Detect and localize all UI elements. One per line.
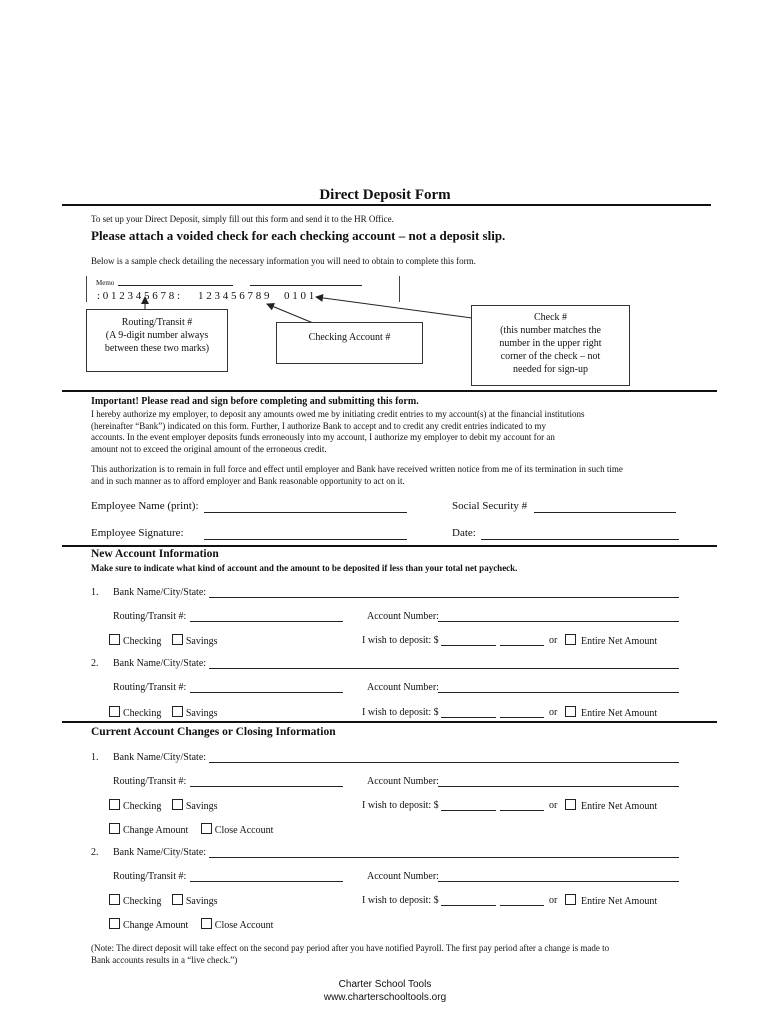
sample-note: Below is a sample check detailing the necessary information you will need to obtain to complete this form. <box>91 256 476 266</box>
change-1-bank-field[interactable] <box>209 762 679 763</box>
ssn-label: Social Security # <box>452 500 528 512</box>
change-2-type: Checking Savings <box>109 894 218 907</box>
footer <box>0 978 770 1004</box>
change-2-entire-checkbox[interactable] <box>565 894 576 905</box>
employee-name-field[interactable] <box>204 512 407 513</box>
change-2-actions: Change Amount Close Account <box>109 918 273 931</box>
new-account-1-amount-field-2[interactable] <box>500 645 544 646</box>
new-account-1-number: 1. <box>91 587 99 598</box>
micr-account: 1 2 3 4 5 6 7 8 9 <box>198 290 270 302</box>
new-account-1-account-field[interactable] <box>438 621 679 622</box>
intro-text: To set up your Direct Deposit, simply fill out this form and send it to the HR Office. <box>91 214 394 224</box>
check-number-callout: Check # (this number matches the number in the upper right corner of the check – not needed for sign-up <box>471 305 630 386</box>
new-account-2-routing-label: Routing/Transit #: <box>113 682 187 693</box>
new-account-1-or: or <box>549 635 558 646</box>
change-1-savings-checkbox[interactable] <box>172 799 183 810</box>
page-title: Direct Deposit Form <box>319 187 451 203</box>
employee-signature-label: Employee Signature: <box>91 527 184 539</box>
new-account-1-routing-field[interactable] <box>190 621 343 622</box>
change-1-routing-label: Routing/Transit #: <box>113 776 187 787</box>
change-1-checking-checkbox[interactable] <box>109 799 120 810</box>
change-1-amount-field-2[interactable] <box>500 810 544 811</box>
date-field[interactable] <box>481 539 679 540</box>
new-account-1-account-label: Account Number: <box>367 611 439 622</box>
new-account-2-bank-field[interactable] <box>209 668 679 669</box>
change-1-type: Checking Savings <box>109 799 218 812</box>
change-1-account-field[interactable] <box>438 786 679 787</box>
change-2-or: or <box>549 895 558 906</box>
new-account-2-wish-label: I wish to deposit: $ <box>362 707 439 718</box>
new-account-1-entire: Entire Net Amount <box>565 634 657 647</box>
new-account-2-account-label: Account Number: <box>367 682 439 693</box>
auth-paragraph-2: This authorization is to remain in full force and effect until employer and Bank have received written notice from me of its termination in such time and in such manner as to afford employer and Bank reasonable opportunity to act on it. <box>91 464 623 486</box>
new-account-1-amount-field[interactable] <box>441 645 496 646</box>
auth-rule <box>62 390 717 392</box>
change-1-or: or <box>549 800 558 811</box>
new-account-1-entire-checkbox[interactable] <box>565 634 576 645</box>
employee-signature-field[interactable] <box>204 539 407 540</box>
routing-callout: Routing/Transit # (A 9-digit number always between these two marks) <box>86 309 228 372</box>
change-2-routing-field[interactable] <box>190 881 343 882</box>
change-2-bank-label: Bank Name/City/State: <box>113 847 207 858</box>
new-account-2-entire: Entire Net Amount <box>565 706 657 719</box>
date-label: Date: <box>452 527 476 539</box>
change-1-amount-field[interactable] <box>441 810 496 811</box>
new-account-2-or: or <box>549 707 558 718</box>
new-account-1-savings-checkbox[interactable] <box>172 634 183 645</box>
change-2-wish-label: I wish to deposit: $ <box>362 895 439 906</box>
new-account-2-amount-field-2[interactable] <box>500 717 544 718</box>
change-1-wish-label: I wish to deposit: $ <box>362 800 439 811</box>
change-2-number: 2. <box>91 847 99 858</box>
new-account-1-routing-label: Routing/Transit #: <box>113 611 187 622</box>
footer-url[interactable]: www.charterschooltools.org <box>323 992 447 1003</box>
new-account-2-savings-checkbox[interactable] <box>172 706 183 717</box>
change-2-checking-checkbox[interactable] <box>109 894 120 905</box>
new-account-rule <box>62 545 717 547</box>
changes-rule <box>62 721 717 723</box>
new-account-2-checking-checkbox[interactable] <box>109 706 120 717</box>
change-2-routing-label: Routing/Transit #: <box>113 871 187 882</box>
new-account-2-account-field[interactable] <box>438 692 679 693</box>
new-account-1-type: Checking Savings <box>109 634 218 647</box>
change-2-amount-field[interactable] <box>441 905 496 906</box>
new-account-2-routing-field[interactable] <box>190 692 343 693</box>
new-account-1-checking-checkbox[interactable] <box>109 634 120 645</box>
new-account-1-bank-label: Bank Name/City/State: <box>113 587 207 598</box>
new-account-2-entire-checkbox[interactable] <box>565 706 576 717</box>
auth-heading: Important! Please read and sign before completing and submitting this form. <box>91 396 419 407</box>
new-account-1-bank-field[interactable] <box>209 597 679 598</box>
new-account-2-number: 2. <box>91 658 99 669</box>
new-account-2-type: Checking Savings <box>109 706 218 719</box>
footnote: (Note: The direct deposit will take effect on the second pay period after you have notified Payroll. The first pay period after a change is made to Bank accounts results in a “live check.”) <box>91 943 610 965</box>
change-1-bank-label: Bank Name/City/State: <box>113 752 207 763</box>
new-account-subheading: Make sure to indicate what kind of account and the amount to be deposited if less than your total net paycheck. <box>91 563 518 573</box>
change-2-amount-field-2[interactable] <box>500 905 544 906</box>
footer-org: Charter School Tools <box>338 979 432 990</box>
change-2-savings-checkbox[interactable] <box>172 894 183 905</box>
change-2-change-amount-checkbox[interactable] <box>109 918 120 929</box>
changes-heading: Current Account Changes or Closing Information <box>91 726 336 738</box>
change-1-actions: Change Amount Close Account <box>109 823 273 836</box>
check-number-arrow <box>316 297 472 318</box>
auth-paragraph-1: I hereby authorize my employer, to deposit any amounts owed me by initiating credit entries to my account(s) at the financial institutions (hereinafter “Bank”) indicated on this form. Further, I authorize Bank to accept and to credit any credit entries indicated to my accounts. In the event employer deposits funds erroneously into my account, I authorize my employer to debit my account for an amount not to exceed the original amount of the erroneous credit. <box>91 409 585 454</box>
change-2-close-account-checkbox[interactable] <box>201 918 212 929</box>
change-1-close-account-checkbox[interactable] <box>201 823 212 834</box>
change-2-account-label: Account Number: <box>367 871 439 882</box>
memo-label: Memo <box>96 279 115 287</box>
new-account-1-wish-label: I wish to deposit: $ <box>362 635 439 646</box>
attach-notice: Please attach a voided check for each checking account – not a deposit slip. <box>91 228 506 243</box>
change-1-account-label: Account Number: <box>367 776 439 787</box>
account-callout: Checking Account # <box>276 322 423 364</box>
change-1-routing-field[interactable] <box>190 786 343 787</box>
new-account-2-amount-field[interactable] <box>441 717 496 718</box>
change-2-bank-field[interactable] <box>209 857 679 858</box>
change-1-change-amount-checkbox[interactable] <box>109 823 120 834</box>
new-account-2-bank-label: Bank Name/City/State: <box>113 658 207 669</box>
micr-routing: : 0 1 2 3 4 5 6 7 8 : <box>97 290 181 302</box>
new-account-heading: New Account Information <box>91 548 219 560</box>
micr-check: 0 1 0 1 <box>284 290 315 302</box>
change-1-number: 1. <box>91 752 99 763</box>
change-2-account-field[interactable] <box>438 881 679 882</box>
change-2-entire: Entire Net Amount <box>565 894 657 907</box>
change-1-entire-checkbox[interactable] <box>565 799 576 810</box>
change-1-entire: Entire Net Amount <box>565 799 657 812</box>
ssn-field[interactable] <box>534 512 676 513</box>
employee-name-label: Employee Name (print): <box>91 500 199 512</box>
